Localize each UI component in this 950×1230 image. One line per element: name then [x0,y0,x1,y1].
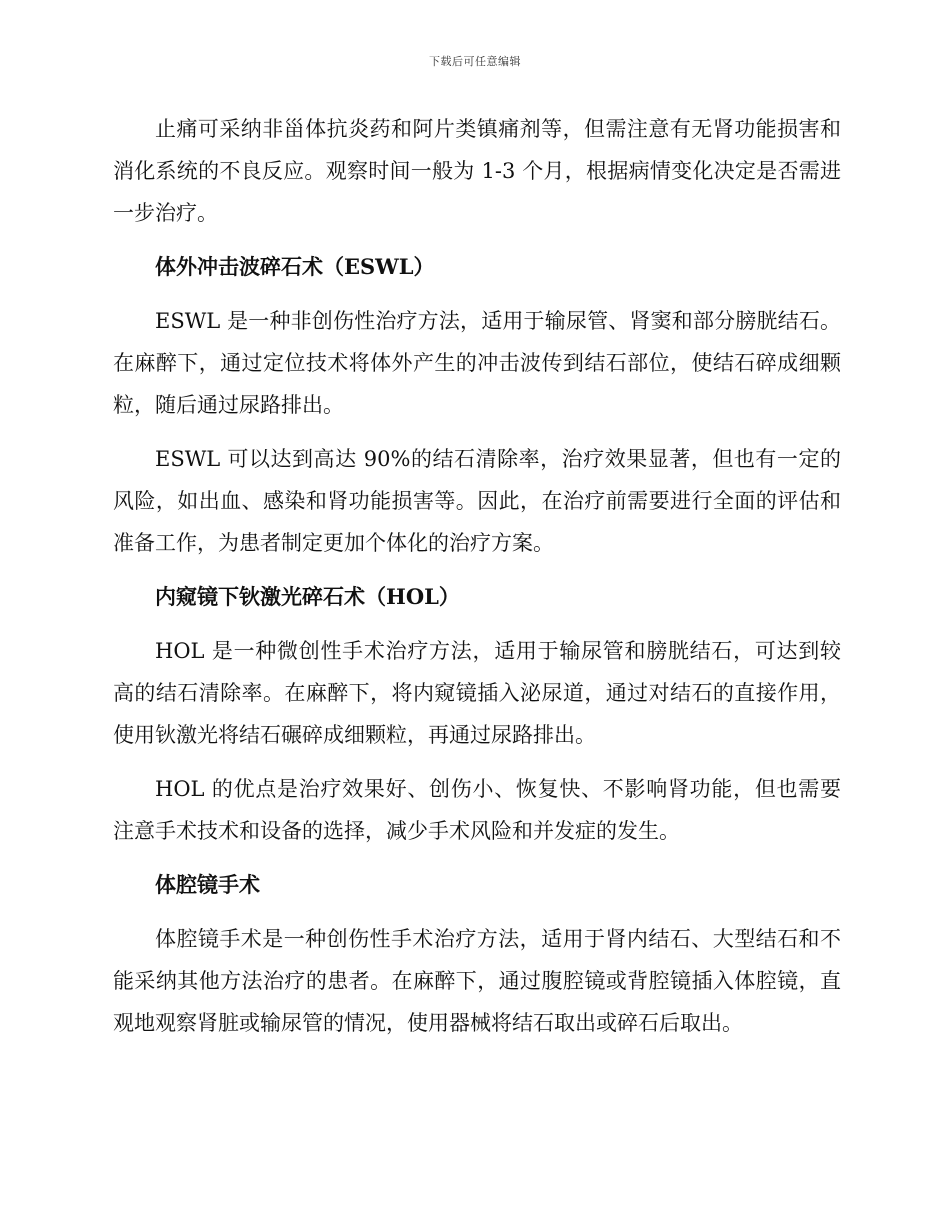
section-heading-eswl: 体外冲击波碎石术（ESWL） [155,254,435,279]
paragraph-eswl-description: ESWL 是一种非创伤性治疗方法，适用于输尿管、肾窦和部分膀胱结石。在麻醉下，通过定位技术将体外产生的冲击波传到结石部位，使结石碎成细颗粒，随后通过尿路排出。 [113,309,841,417]
document-body [113,108,841,1056]
section-heading-hol: 内窥镜下钬激光碎石术（HOL） [155,584,460,609]
paragraph-analgesia: 止痛可采纳非甾体抗炎药和阿片类镇痛剂等，但需注意有无肾功能损害和消化系统的不良反应。观察时间一般为 1-3 个月，根据病情变化决定是否需进一步治疗。 [113,117,841,225]
paragraph-hol-advantages: HOL 的优点是治疗效果好、创伤小、恢复快、不影响肾功能，但也需要注意手术技术和设备的选择，减少手术风险和并发症的发生。 [113,777,841,843]
paragraph-hol-description: HOL 是一种微创性手术治疗方法，适用于输尿管和膀胱结石，可达到较高的结石清除率。在麻醉下，将内窥镜插入泌尿道，通过对结石的直接作用，使用钬激光将结石碾碎成细颗粒，再通过尿路排出。 [113,639,841,747]
section-heading-endoscopy: 体腔镜手术 [155,872,260,897]
paragraph-endoscopy-description: 体腔镜手术是一种创伤性手术治疗方法，适用于肾内结石、大型结石和不能采纳其他方法治疗的患者。在麻醉下，通过腹腔镜或背腔镜插入体腔镜，直观地观察肾脏或输尿管的情况，使用器械将结石取出或碎石后取出。 [113,927,841,1035]
paragraph-eswl-efficacy: ESWL 可以达到高达 90%的结石清除率，治疗效果显著，但也有一定的风险，如出血、感染和肾功能损害等。因此，在治疗前需要进行全面的评估和准备工作，为患者制定更加个体化的治疗方案。 [113,447,841,555]
page-header: 下载后可任意编辑 [429,55,521,68]
